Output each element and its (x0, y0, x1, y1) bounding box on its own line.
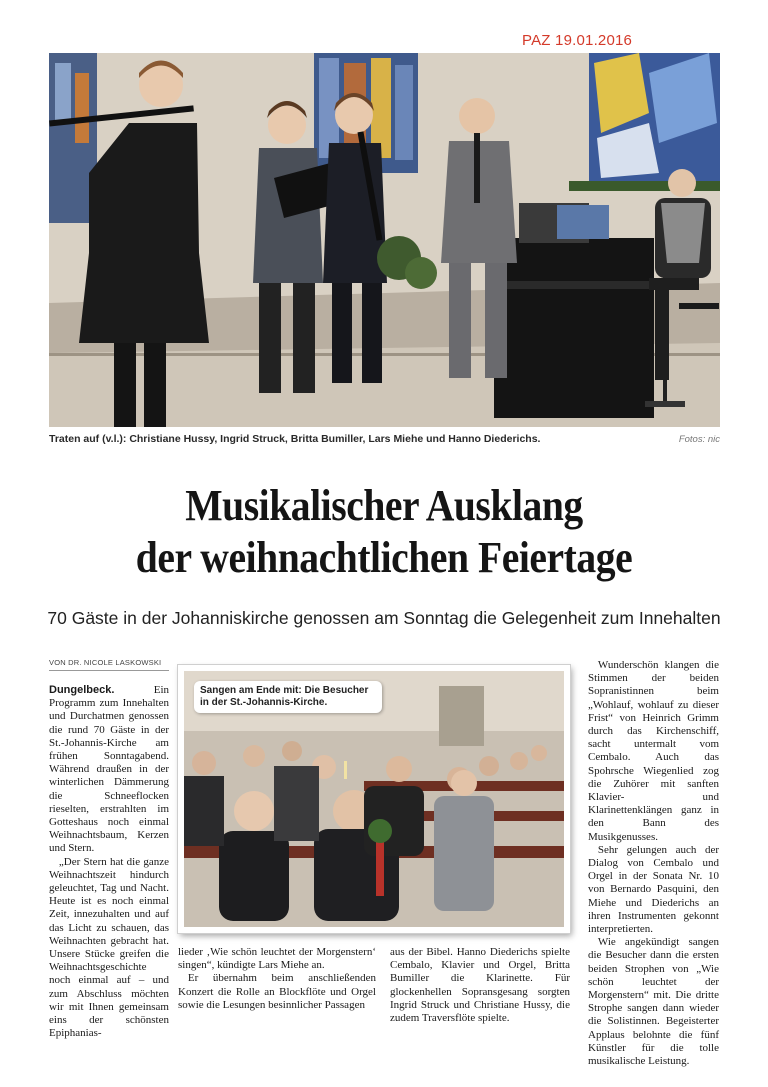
headline (74, 480, 693, 584)
hero-caption-text: Traten auf (v.l.): Christiane Hussy, Ingrid Struck, Britta Bumiller, Lars Miehe und Hanno Diederichs. (49, 433, 541, 445)
byline: VON DR. NICOLE LASKOWSKI (49, 658, 169, 671)
article-paragraph: lieder ‚Wie schön leuchtet der Morgenstern‘ singen“, kündigte Lars Miehe an. (178, 946, 376, 972)
photo-credit: Fotos: nic (678, 434, 720, 445)
paragraph-text: Ein Programm zum Innehalten und Durchatmen genossen die rund 70 Gäste in der St.-Johannis-Kirche am frühen Sonntagabend. Während draußen in der winterlichen Dämmerung die Schneeflocken rieselten, erstrahlten im Gotteshaus noch einmal Weihnachtsbaum, Kerzen und Stern. (49, 684, 169, 855)
article-column-3 (390, 946, 570, 1025)
hero-photo (49, 53, 720, 427)
dateline: Dungelbeck. (49, 684, 115, 696)
hero-photo-caption (49, 433, 720, 449)
stained-glass-window-right (589, 53, 720, 183)
subheadline: 70 Gäste in der Johanniskirche genossen am Sonntag die Gelegenheit zum Innehalten (47, 608, 721, 628)
headline-line-2: der weihnachtlichen Feiertage (135, 533, 633, 582)
headline-line-1: Musikalischer Ausklang (185, 481, 583, 530)
article-column-4 (588, 659, 719, 1068)
article-paragraph: Wie angekündigt sangen die Besucher dann die ersten beiden Strophen von „Wie schön leuchtet der Morgenstern“ mit. Die dritte Strophe sangen dann wieder die Solistinnen. Begeisterter Applaus belohnte die fünf Künstler für die tolle musikalische Leistung. (588, 936, 719, 1068)
article-paragraph: Sehr gelungen auch der Dialog von Cembalo und Orgel in der Sonata Nr. 10 von Bernardo Pasquini, den Miehe und Diederichs an ihren Instrumenten gekonnt interpretierten. (588, 843, 719, 936)
article-paragraph: Er übernahm beim anschließenden Konzert die Rolle an Blockflöte und Orgel sowie die Lesungen besinnlicher Passagen (178, 972, 376, 1011)
article-paragraph: aus der Bibel. Hanno Diederichs spielte Cembalo, Klavier und Orgel, Britta Bumiller die Klarinette. Für glockenhellen Sopransgesang sorgten Ingrid Struck und Christiane Hussy, die zudem Traversflöte spielte. (390, 946, 570, 1025)
newspaper-date-stamp: PAZ 19.01.2016 (522, 32, 633, 49)
article-paragraph: Wunderschön klangen die Stimmen der beiden Sopranistinnen beim „Wohlauf, wohlauf zu dieser Frist“ von Heinrich Grimm durch das Kirchenschiff, sacht untermalt vom Cembalo. Auch das Spohrsche Wiegenlied zog die Zuhörer mit sanften Klavier- und Klarinettenklängen ganz in den Bann des Musikgenusses. (588, 659, 719, 843)
article-paragraph: „Der Stern hat die ganze Weihnachtszeit hindurch geleuchtet, Tag und Nacht. Heute ist es noch einmal Zeit, innezuhalten und auf das Licht zu schauen, das Weihnachten gebracht hat. Unsere Stücke greifen die Weihnachtsgeschichte noch einmal auf – und zum Abschluss möchten wir mit Ihnen gemeinsam eins der schönsten Epiphanias- (49, 855, 169, 1040)
inset-photo-caption: Sangen am Ende mit: Die Besucher in der St.-Johannis-Kirche. (194, 681, 382, 713)
article-column-1 (49, 684, 169, 1040)
article-paragraph (49, 684, 169, 856)
article-column-2 (178, 946, 376, 1012)
